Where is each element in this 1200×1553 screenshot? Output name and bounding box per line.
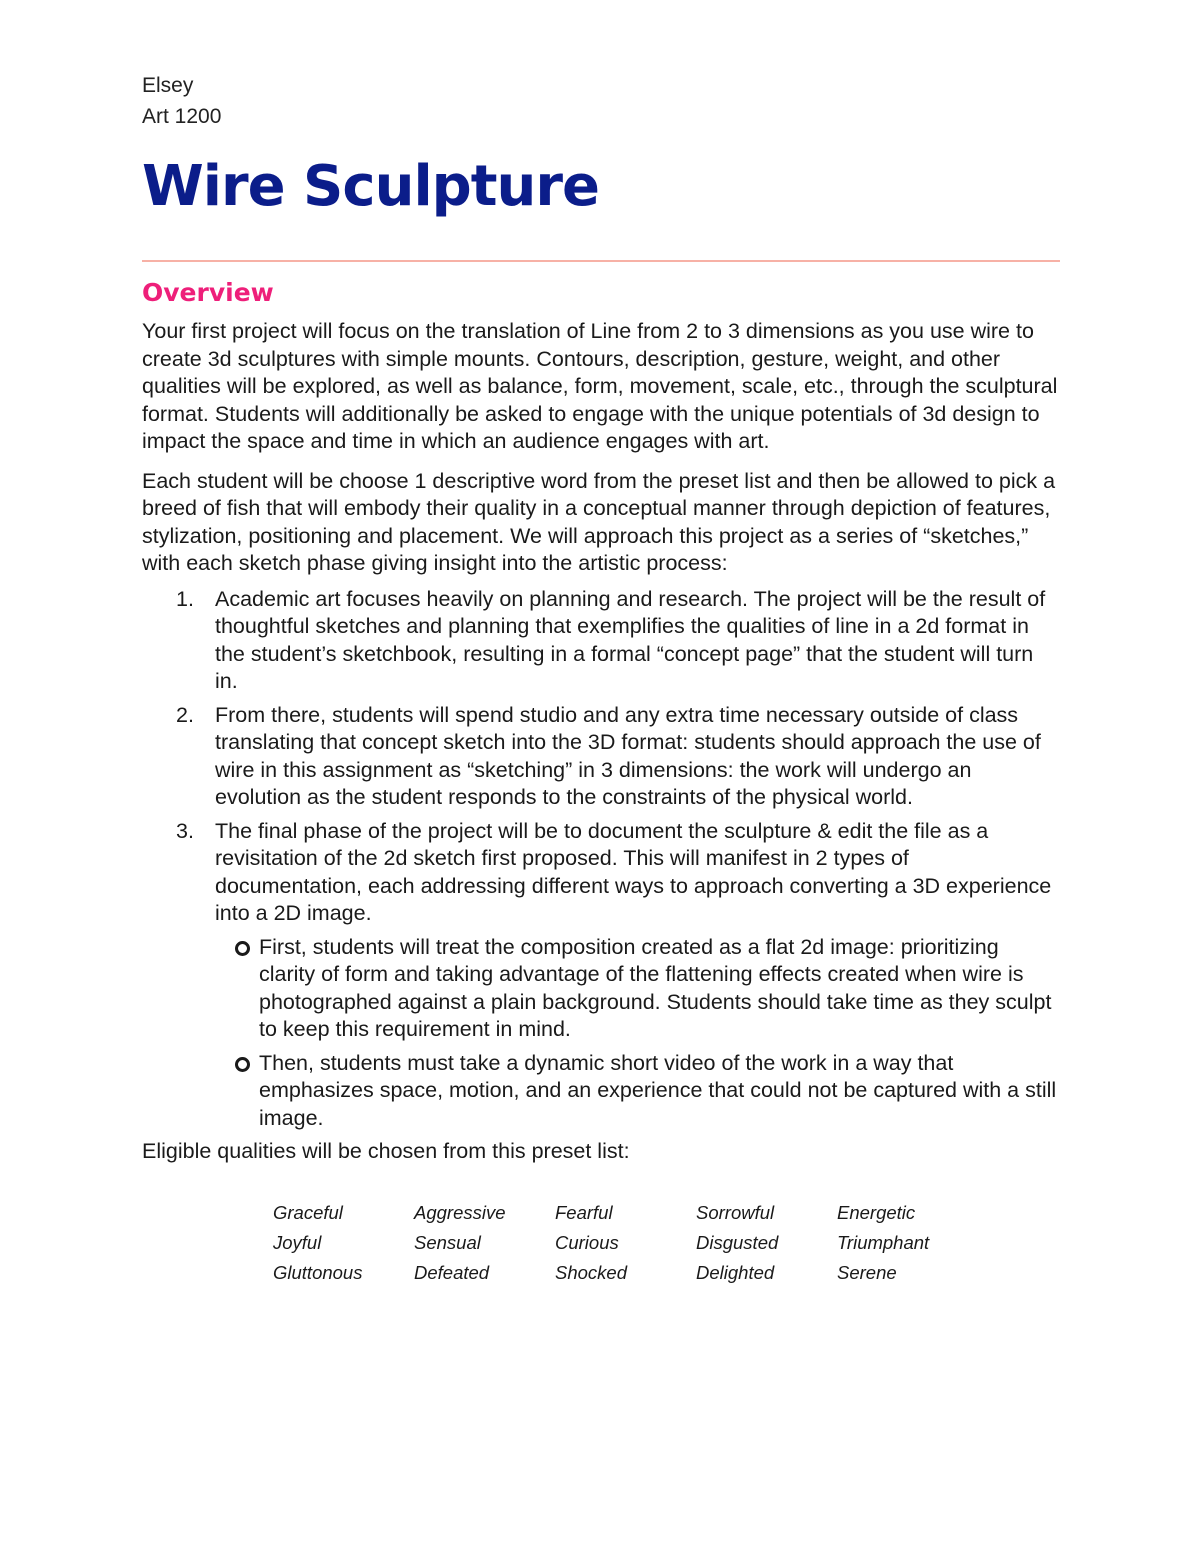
quality-word: Delighted	[696, 1261, 775, 1283]
phase-number: 3.	[176, 818, 194, 843]
table-row	[273, 1228, 978, 1258]
sublist-item-video	[215, 1050, 1060, 1133]
quality-word: Disgusted	[696, 1231, 779, 1253]
circle-bullet-icon	[235, 941, 250, 956]
document-page	[142, 70, 1060, 1288]
phase-text: From there, students will spend studio and any extra time necessary outside of class translating that concept sketch into the 3D format: students should approach the use of wire in this assignment as “sketching” in 3 dimensions: the work will undergo an evolution as the student responds to the constraints of the physical world.	[215, 702, 1041, 809]
phase-number: 2.	[176, 702, 194, 727]
sublist-text: Then, students must take a dynamic short video of the work in a way that emphasizes space, motion, and an experience that could not be captured with a still image.	[259, 1050, 1057, 1130]
circle-bullet-icon	[235, 1057, 250, 1072]
quality-word: Fearful	[555, 1201, 613, 1223]
quality-word: Shocked	[555, 1261, 627, 1283]
table-row	[273, 1258, 978, 1288]
quality-word: Energetic	[837, 1201, 916, 1223]
phase-list	[142, 586, 1060, 1133]
quality-word: Defeated	[414, 1261, 490, 1283]
phase-text: Academic art focuses heavily on planning and research. The project will be the result of thoughtful sketches and planning that exemplifies the qualities of line in a 2d format in the student’s sketchbook, resulting in a formal “concept page” that the student will turn in.	[215, 586, 1046, 693]
quality-word: Gluttonous	[273, 1261, 363, 1283]
sublist-item-photo	[215, 934, 1060, 1044]
phase-number: 1.	[176, 586, 194, 611]
quality-word: Joyful	[273, 1231, 322, 1253]
quality-word: Sorrowful	[696, 1201, 775, 1223]
documentation-sublist	[215, 934, 1060, 1133]
author-name: Elsey	[142, 74, 194, 97]
overview-paragraph-2: Each student will be choose 1 descriptive word from the preset list and then be allowed to pick a breed of fish that will embody their quality in a conceptual manner through depiction of features, stylization, positioning and placement. We will approach this project as a series of “sketches,” with each sketch phase giving insight into the artistic process:	[142, 468, 1056, 575]
title-divider	[142, 260, 1060, 262]
phase-item-3	[142, 818, 1060, 1133]
quality-word: Curious	[555, 1231, 619, 1253]
phase-item-1	[142, 586, 1060, 696]
phase-item-2	[142, 702, 1060, 812]
quality-word: Aggressive	[414, 1201, 506, 1223]
sublist-text: First, students will treat the composition created as a flat 2d image: prioritizing clarity of form and taking advantage of the flattening effects created when wire is photographed against a plain background. Students should take time as they sculpt to keep this requirement in mind.	[259, 934, 1052, 1041]
section-heading-overview: Overview	[142, 278, 274, 307]
overview-paragraph-1: Your first project will focus on the translation of Line from 2 to 3 dimensions as you use wire to create 3d sculptures with simple mounts. Contours, description, gesture, weight, and other qualities will be explored, as well as balance, form, movement, scale, etc., through the sculptural format. Students will additionally be asked to engage with the unique potentials of 3d design to impact the space and time in which an audience engages with art.	[142, 319, 1058, 453]
quality-word: Triumphant	[837, 1231, 930, 1253]
eligible-intro: Eligible qualities will be chosen from this preset list:	[142, 1139, 630, 1163]
table-row	[273, 1198, 978, 1228]
course-code: Art 1200	[142, 105, 222, 128]
quality-word: Graceful	[273, 1201, 343, 1223]
quality-word: Serene	[837, 1261, 897, 1283]
qualities-table	[273, 1198, 978, 1288]
phase-text: The final phase of the project will be to document the sculpture & edit the file as a revisitation of the 2d sketch first proposed. This will manifest in 2 types of documentation, each addressing different ways to approach converting a 3D experience into a 2D image.	[215, 818, 1052, 925]
quality-word: Sensual	[414, 1231, 481, 1253]
document-title: Wire Sculpture	[142, 154, 599, 219]
